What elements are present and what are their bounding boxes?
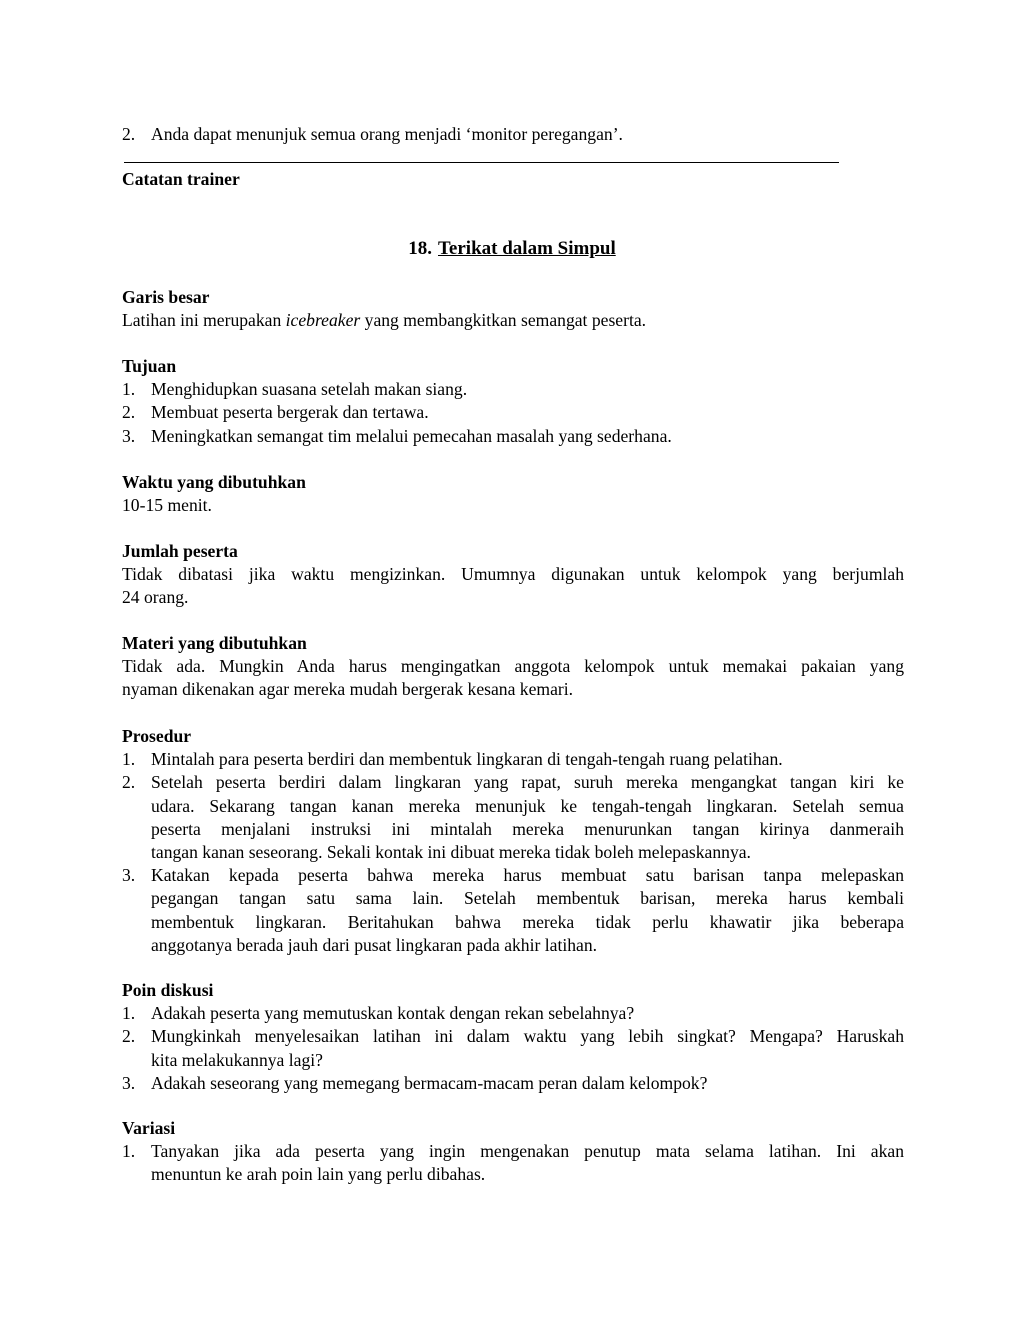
section-heading: Materi yang dibutuhkan [122, 633, 307, 653]
section-heading: Variasi [122, 1118, 176, 1138]
list-number: 2. [122, 124, 136, 144]
paragraph-line: 24 orang. [122, 587, 189, 608]
section-heading: Jumlah peserta [122, 541, 238, 561]
section-heading: Garis besar [122, 287, 210, 307]
section-heading: Waktu yang dibutuhkan [122, 472, 306, 492]
list-item: 1. Menghidupkan suasana setelah makan siang. [122, 379, 468, 400]
section-poin-diskusi [122, 979, 904, 1095]
section-variasi [122, 1117, 904, 1187]
section-title-text: Terikat dalam Simpul [438, 238, 616, 259]
paragraph: Latihan ini merupakan icebreaker yang membangkitkan semangat peserta. [122, 310, 647, 331]
list-item: 1. Tanyakan jika ada peserta yang ingin mengenakan penutup mata selama latihan. Ini akan menuntun ke arah poin lain yang perlu dibahas. [122, 1141, 904, 1185]
divider-line [124, 162, 839, 163]
paragraph-line: Tidak dibatasi jika waktu mengizinkan. Umumnya digunakan untuk kelompok yang berjumlah [122, 564, 904, 585]
section-garis-besar [122, 286, 904, 332]
section-title [0, 237, 1024, 261]
section-jumlah-peserta [122, 540, 904, 610]
section-number: 18. [408, 238, 432, 259]
section-waktu [122, 471, 904, 517]
list-item: 3. Adakah seseorang yang memegang bermacam-macam peran dalam kelompok? [122, 1072, 708, 1093]
list-item: 3. Katakan kepada peserta bahwa mereka harus membuat satu barisan tanpa melepaskan pegangan tangan satu sama lain. Setelah membentuk barisan, mereka harus kembali membentuk lingkaran. Beritahukan bahwa mereka tidak perlu khawatir jika beberapa anggotanya berada jauh dari pusat lingkaran pada akhir latihan. [122, 865, 904, 955]
list-item: 2. Mungkinkah menyelesaikan latihan ini dalam waktu yang lebih singkat? Mengapa? Haruskah kita melakukannya lagi? [122, 1026, 904, 1070]
section-prosedur [122, 725, 904, 957]
section-tujuan [122, 355, 904, 448]
italic-term: icebreaker [285, 310, 361, 331]
section-materi [122, 632, 904, 702]
section-heading: Poin diskusi [122, 980, 214, 1000]
list-item: 3. Meningkatkan semangat tim melalui pemecahan masalah yang sederhana. [122, 425, 672, 446]
list-text: Anda dapat menunjuk semua orang menjadi ‘monitor peregangan’. [151, 124, 623, 144]
list-item: 2. Setelah peserta berdiri dalam lingkaran yang rapat, suruh mereka mengangkat tangan kiri ke udara. Sekarang tangan kanan mereka menunjuk ke tengah-tengah lingkaran. Setelah semua peserta menjalani instruksi ini mintalah mereka menurunkan tangan kirinya danmeraih tangan kanan seseorang. Sekali kontak ini dibuat mereka tidak boleh melepaskannya. [122, 772, 904, 863]
paragraph: 10-15 menit. [122, 495, 212, 516]
section-heading: Prosedur [122, 726, 192, 746]
list-item: 1. Adakah peserta yang memutuskan kontak dengan rekan sebelahnya? [122, 1003, 635, 1024]
list-item: 1. Mintalah para peserta berdiri dan membentuk lingkaran di tengah-tengah ruang pelatihan. [122, 749, 783, 770]
paragraph-line: Tidak ada. Mungkin Anda harus mengingatkan anggota kelompok untuk memakai pakaian yang [122, 656, 904, 677]
list-item: 2. Membuat peserta bergerak dan tertawa. [122, 402, 429, 423]
paragraph-line: nyaman dikenakan agar mereka mudah bergerak kesana kemari. [122, 679, 574, 700]
trainer-notes-heading: Catatan trainer [122, 169, 240, 189]
list-item [122, 123, 933, 146]
section-heading: Tujuan [122, 356, 177, 376]
